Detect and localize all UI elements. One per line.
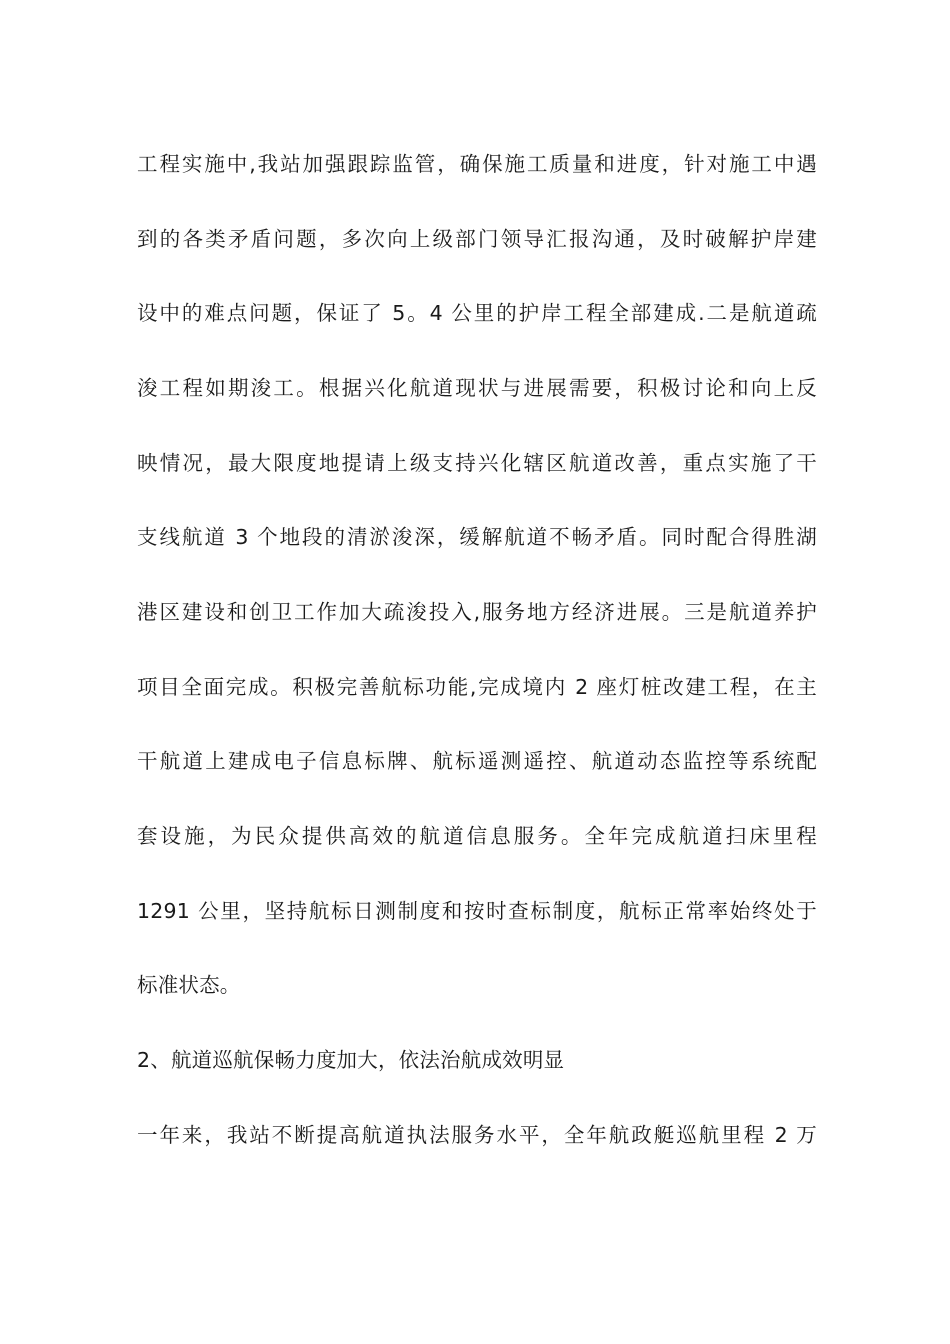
body-text-line: 设中的难点问题，保证了 5。4 公里的护岸工程全部建成.二是航道疏	[137, 301, 817, 325]
body-text-line: 工程实施中,我站加强跟踪监管，确保施工质量和进度，针对施工中遇	[137, 152, 817, 176]
section-heading: 2、航道巡航保畅力度加大，依法治航成效明显	[137, 1048, 565, 1072]
body-text-line: 一年来，我站不断提高航道执法服务水平，全年航政艇巡航里程 2 万	[137, 1123, 817, 1147]
body-text-line: 港区建设和创卫工作加大疏浚投入,服务地方经济进展。三是航道养护	[137, 600, 817, 624]
body-text-line: 套设施，为民众提供高效的航道信息服务。全年完成航道扫床里程	[137, 824, 817, 848]
body-text-line: 到的各类矛盾问题，多次向上级部门领导汇报沟通，及时破解护岸建	[137, 227, 817, 251]
body-text-line: 标准状态。	[137, 973, 241, 997]
body-text-line: 映情况，最大限度地提请上级支持兴化辖区航道改善，重点实施了干	[137, 451, 817, 475]
body-text-line: 支线航道 3 个地段的清淤浚深，缓解航道不畅矛盾。同时配合得胜湖	[137, 525, 817, 549]
body-text-line: 浚工程如期浚工。根据兴化航道现状与进展需要，积极讨论和向上反	[137, 376, 817, 400]
body-text-line: 项目全面完成。积极完善航标功能,完成境内 2 座灯桩改建工程，在主	[137, 675, 817, 699]
body-text-line: 干航道上建成电子信息标牌、航标遥测遥控、航道动态监控等系统配	[137, 749, 817, 773]
body-text-line: 1291 公里，坚持航标日测制度和按时查标制度，航标正常率始终处于	[137, 899, 817, 923]
